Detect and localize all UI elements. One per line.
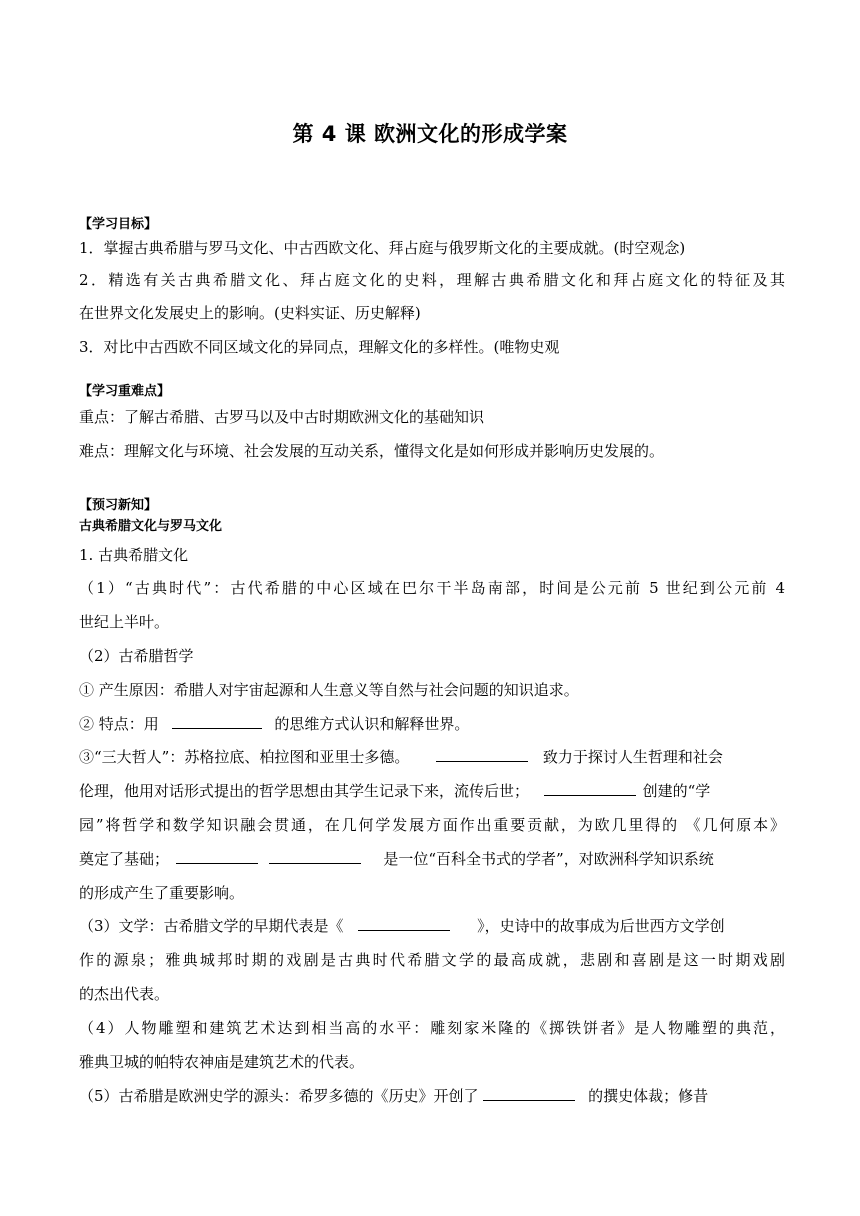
subsection-heading: 古典希腊文化与罗马文化: [79, 519, 223, 534]
paragraph-line: 的杰出代表。: [79, 985, 170, 1003]
paragraph-line: 世纪上半叶。: [79, 613, 170, 631]
answer-blank[interactable]: [269, 848, 361, 864]
paragraph-line: ① 产生原因：希腊人对宇宙起源和人生意义等自然与社会问题的知识追求。: [79, 681, 579, 699]
answer-blank[interactable]: [172, 713, 262, 729]
text-segment: 创建的“学: [642, 782, 711, 800]
section-heading-keypoints: 【学习重难点】: [79, 384, 171, 399]
fill-line-plato: [79, 780, 785, 802]
paragraph-line: 作的源泉；雅典城邦时期的戏剧是古典时代希腊文学的最高成就，悲剧和喜剧是这一时期戏剧: [79, 951, 785, 969]
text-segment: 致力于探讨人生哲理和社会: [542, 748, 723, 766]
text-segment: 是一位“百科全书式的学者”，对欧洲科学知识系统: [383, 850, 714, 868]
fill-line-literature: [79, 915, 785, 937]
answer-blank[interactable]: [483, 1085, 575, 1101]
text-segment: 的思维方式认识和解释世界。: [274, 715, 470, 733]
paragraph-line: 园”将哲学和数学知识融会贯通，在几何学发展方面作出重要贡献，为欧几里得的 《几何原本》: [79, 816, 785, 834]
section-heading-preview: 【预习新知】: [79, 498, 158, 513]
fill-line-characteristics: [79, 713, 785, 735]
page-title: 第 4 课 欧洲文化的形成学案: [292, 122, 568, 146]
text-segment: ③“三大哲人”：苏格拉底、柏拉图和亚里士多德。: [79, 748, 410, 766]
goal-line-1: 1．掌握古典希腊与罗马文化、中古西欧文化、拜占庭与俄罗斯文化的主要成就。(时空观念): [79, 239, 686, 257]
text-segment: （3）文学：古希腊文学的早期代表是《: [79, 917, 344, 935]
fill-line-philosophers: [79, 746, 785, 768]
goal-line-3: 3．对比中古西欧不同区域文化的异同点，理解文化的多样性。(唯物史观: [79, 338, 560, 356]
text-segment: 伦理，他用对话形式提出的哲学思想由其学生记录下来，流传后世；: [79, 782, 530, 800]
paragraph-line: （4）人物雕塑和建筑艺术达到相当高的水平：雕刻家米隆的《掷铁饼者》是人物雕塑的典范，: [79, 1019, 785, 1037]
keypoint-line-2: 难点：理解文化与环境、社会发展的互动关系，懂得文化是如何形成并影响历史发展的。: [79, 442, 665, 460]
goal-line-2: 2．精选有关古典希腊文化、拜占庭文化的史料，理解古典希腊文化和拜占庭文化的特征及其: [79, 271, 785, 289]
section-heading-goals: 【学习目标】: [79, 217, 158, 232]
goal-line-2-cont: 在世界文化发展史上的影响。(史料实证、历史解释): [79, 304, 421, 322]
keypoint-line-1: 重点：了解古希腊、古罗马以及中古时期欧洲文化的基础知识: [79, 408, 485, 426]
paragraph-line: 的形成产生了重要影响。: [79, 884, 245, 902]
text-segment: （5）古希腊是欧洲史学的源头：希罗多德的《历史》开创了: [79, 1087, 479, 1105]
paragraph-line: （1）“古典时代”：古代希腊的中心区域在巴尔干半岛南部，时间是公元前 5 世纪到公元前 4: [79, 579, 785, 597]
answer-blank[interactable]: [544, 780, 636, 796]
paragraph-line: （2）古希腊哲学: [79, 647, 194, 665]
answer-blank[interactable]: [176, 848, 258, 864]
text-segment: 》，史诗中的故事成为后世西方文学创: [477, 917, 725, 935]
text-segment: 的撰史体裁；修昔: [588, 1087, 709, 1105]
answer-blank[interactable]: [436, 746, 528, 762]
paragraph-line: 雅典卫城的帕特农神庙是建筑艺术的代表。: [79, 1053, 365, 1071]
text-segment: 奠定了基础；: [79, 850, 170, 868]
text-segment: ② 特点：用: [79, 715, 159, 733]
fill-line-aristotle: [79, 848, 785, 870]
answer-blank[interactable]: [358, 915, 450, 931]
fill-line-history: [79, 1085, 785, 1107]
paragraph-heading-1: 1. 古典希腊文化: [79, 546, 189, 564]
